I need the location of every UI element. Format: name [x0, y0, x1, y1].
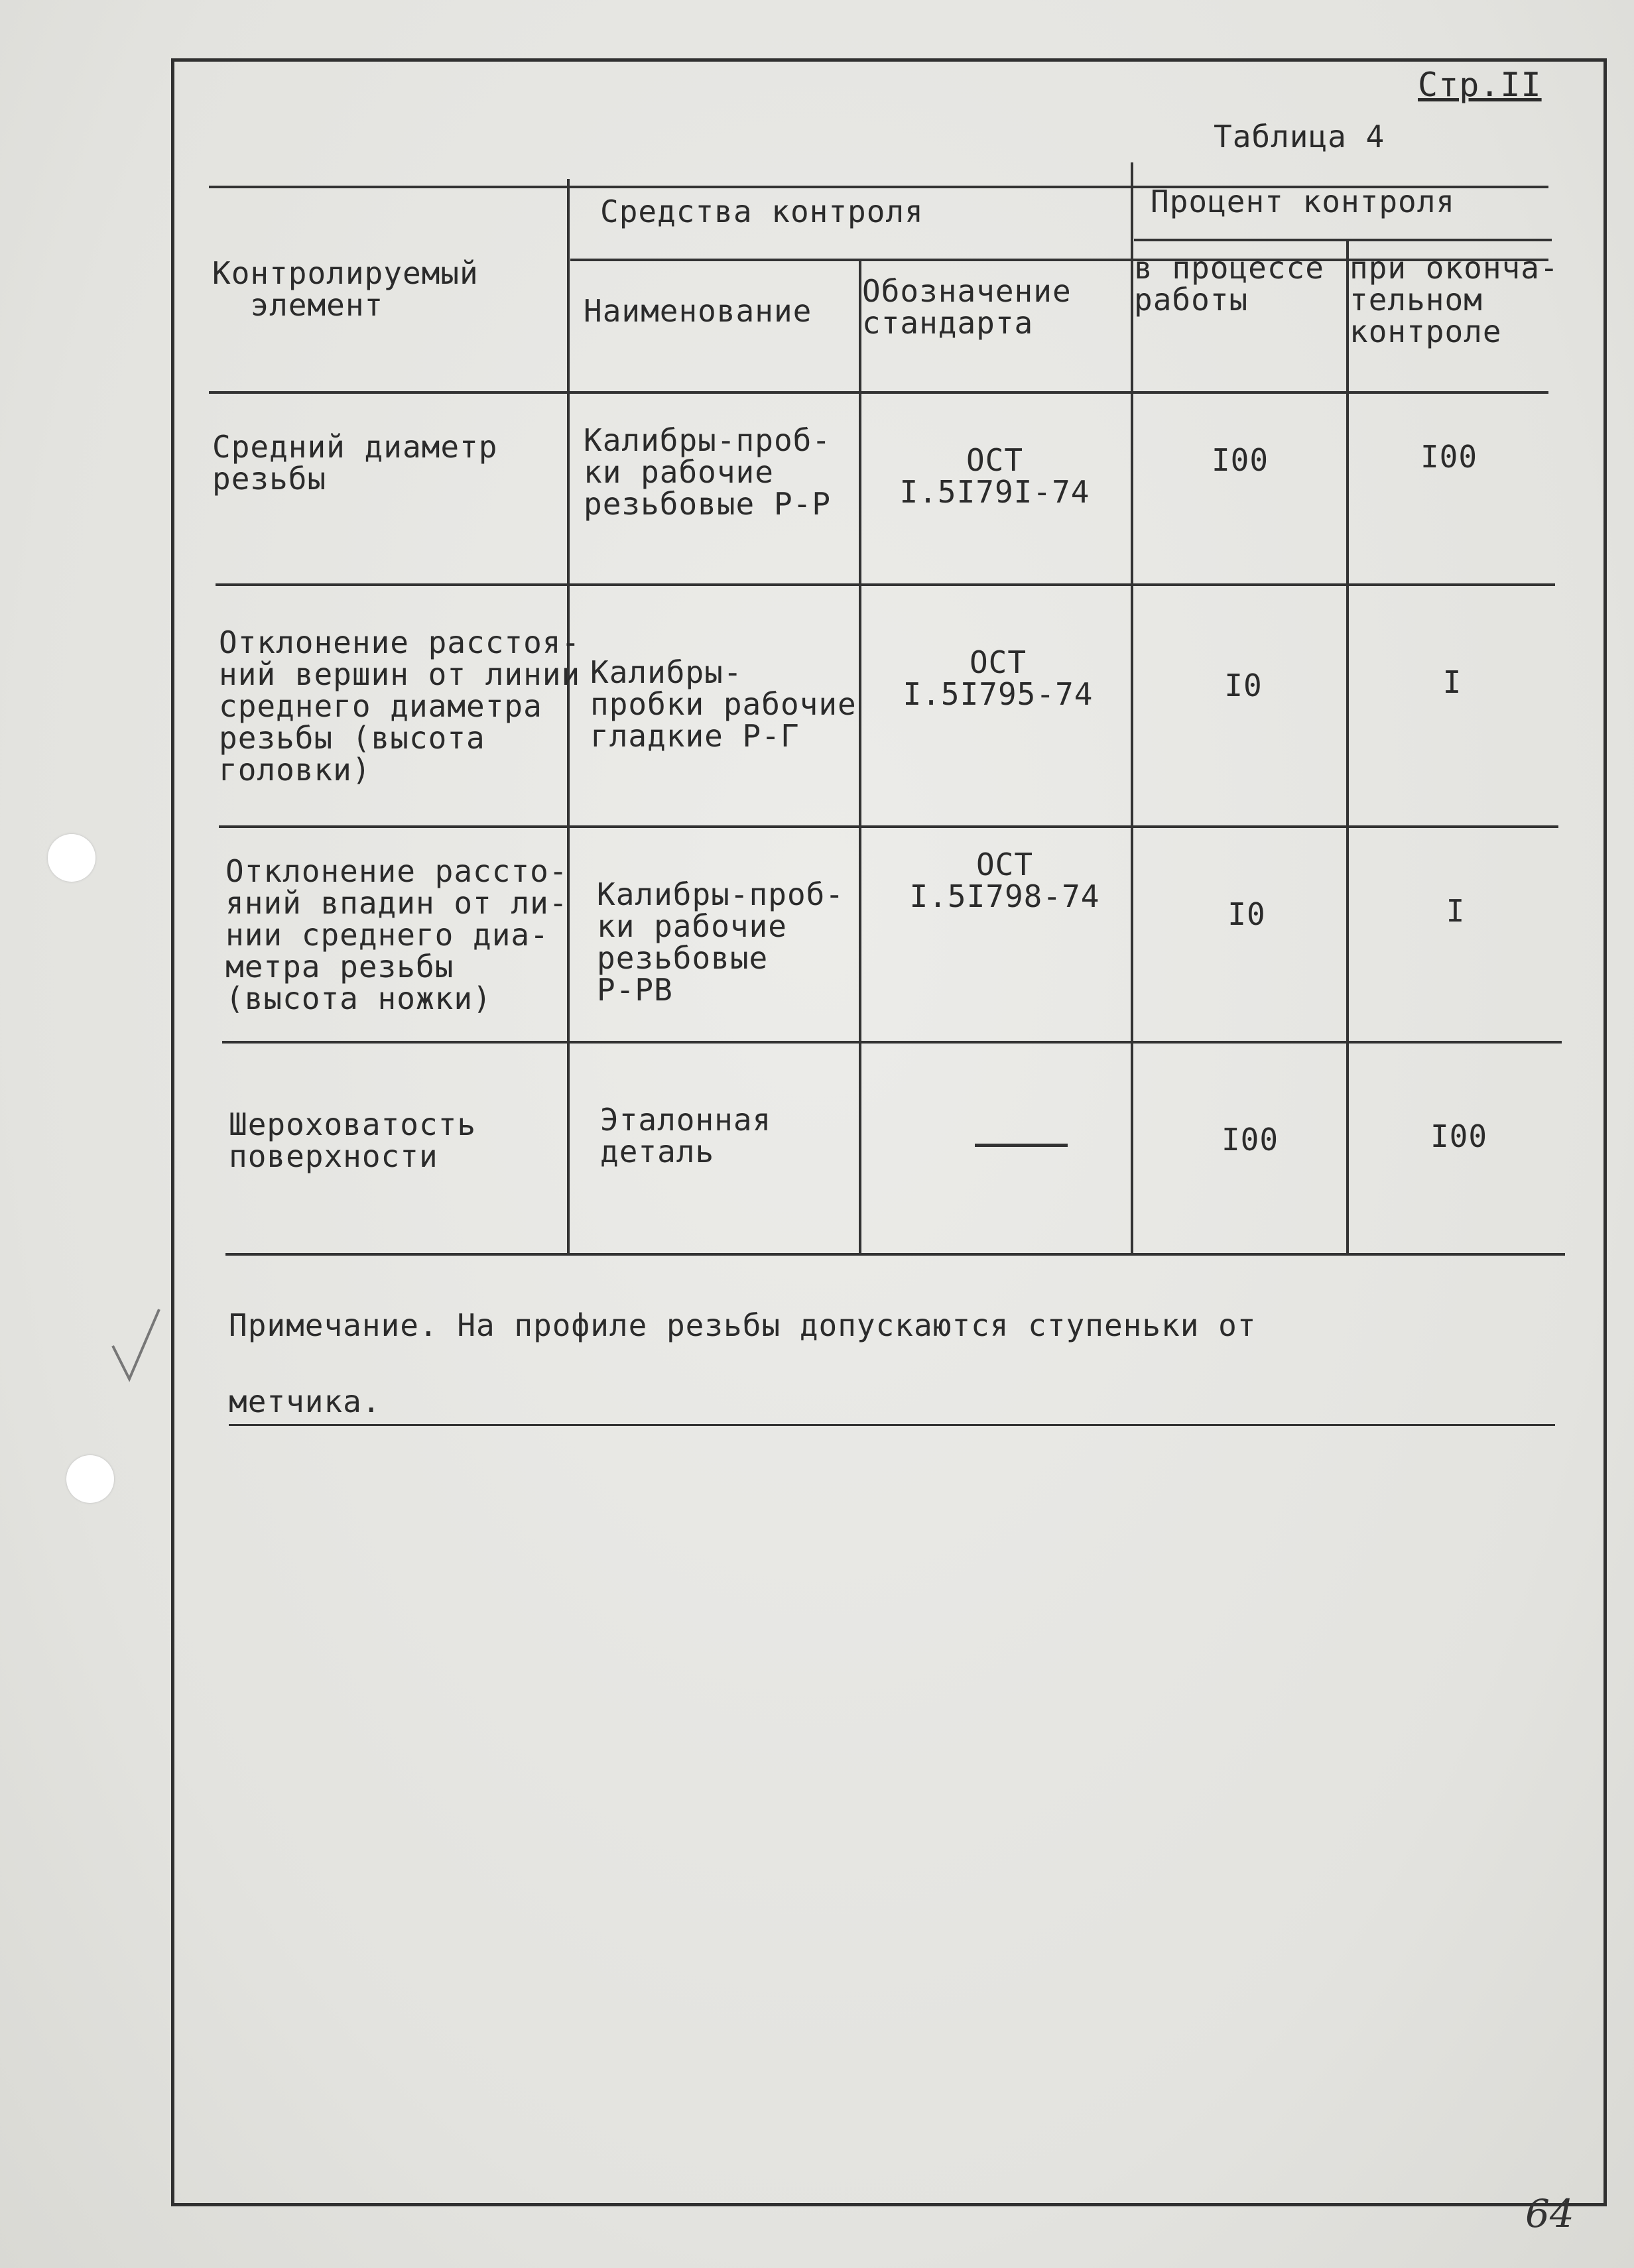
row-percent-process: I0	[1227, 896, 1266, 932]
column-header-final: при оконча- тельном контроле	[1350, 250, 1559, 349]
row-standard: ОСТ I.5I798-74	[909, 847, 1100, 914]
row-percent-process: I0	[1224, 668, 1263, 703]
row-percent-final: I	[1446, 893, 1466, 929]
row-means-name: Калибры-проб- ки рабочие резьбовые Р-РВ	[597, 876, 845, 1008]
note-line-1: Примечание. На профиле резьбы допускаются ступеньки от	[229, 1307, 1257, 1343]
row-standard: ОСТ I.5I79I-74	[899, 442, 1090, 510]
row-means-name: Эталонная деталь	[600, 1102, 772, 1169]
column-header-name: Наименование	[584, 293, 812, 329]
table-caption: Таблица 4	[1214, 119, 1385, 154]
row-means-name: Калибры- пробки рабочие гладкие Р-Г	[590, 654, 857, 754]
note-underline	[229, 1424, 1555, 1426]
row-standard: ОСТ I.5I795-74	[903, 644, 1094, 712]
punch-hole-top	[48, 834, 95, 882]
column-header-process: в процессе работы	[1134, 250, 1324, 318]
column-header-percent: Процент контроля	[1151, 184, 1456, 219]
row-percent-process: I00	[1211, 442, 1269, 478]
handwritten-page-number: 64	[1525, 2191, 1574, 2236]
row-standard-dash	[975, 1144, 1068, 1147]
column-header-means: Средства контроля	[600, 194, 924, 229]
row-element: Отклонение расстоя- ний вершин от линии среднего диаметра резьбы (высота головки)	[219, 625, 581, 788]
column-header-element: Контролируемый элемент	[212, 255, 479, 323]
row-element: Средний диаметр резьбы	[212, 429, 498, 497]
note-line-2: метчика.	[229, 1384, 381, 1419]
row-percent-final: I	[1442, 664, 1462, 700]
row-element: Шероховатость поверхности	[229, 1106, 477, 1174]
row-percent-process: I00	[1221, 1122, 1279, 1158]
punch-hole-bottom	[66, 1455, 114, 1503]
row-percent-final: I00	[1430, 1118, 1488, 1154]
row-means-name: Калибры-проб- ки рабочие резьбовые Р-Р	[584, 422, 832, 522]
column-header-standard: Обозначение стандарта	[862, 273, 1072, 341]
page-label: Стр.II	[1418, 66, 1542, 104]
row-element: Отклонение рассто- яний впадин от ли- нии среднего диа- метра резьбы (высота ножки)	[225, 853, 568, 1016]
checkmark-icon	[109, 1306, 162, 1386]
row-percent-final: I00	[1420, 439, 1478, 475]
